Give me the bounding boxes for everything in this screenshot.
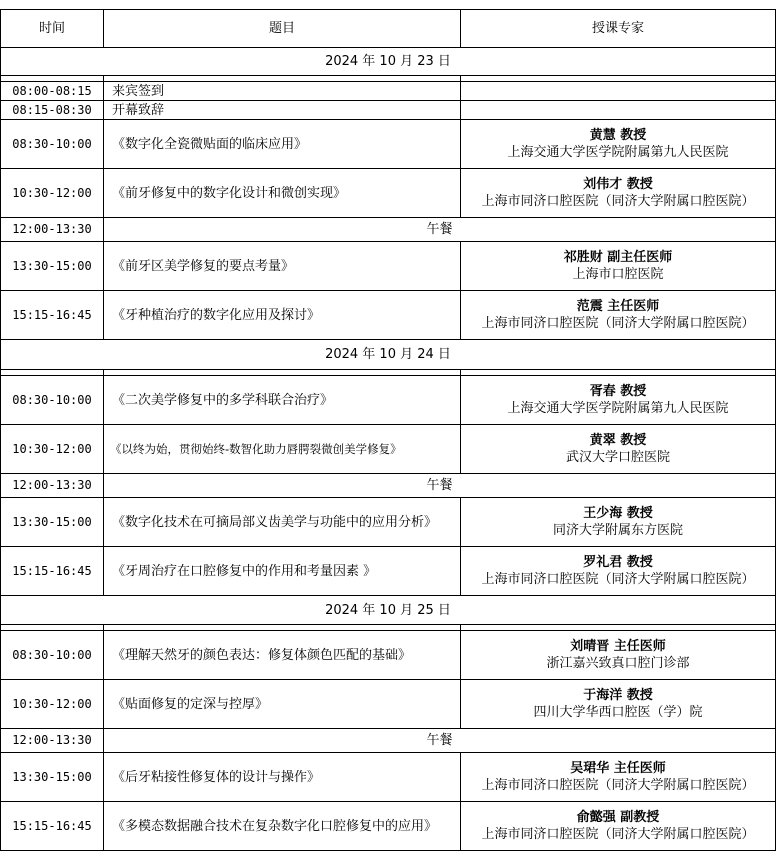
expert-institution: 浙江嘉兴致真口腔门诊部 — [546, 656, 690, 671]
topic-cell: 《贴面修复的定深与控厚》 — [104, 680, 461, 729]
expert-cell — [461, 498, 776, 547]
expert-name: 黄翠 教授 — [589, 433, 647, 448]
time-cell: 08:30-10:00 — [1, 631, 104, 680]
session-row — [1, 82, 776, 101]
expert-cell — [461, 120, 776, 169]
expert-cell — [461, 802, 776, 851]
time-cell: 13:30-15:00 — [1, 753, 104, 802]
expert-institution: 上海市同济口腔医院（同济大学附属口腔医院） — [481, 827, 755, 842]
expert-cell — [461, 376, 776, 425]
topic-cell: 《二次美学修复中的多学科联合治疗》 — [104, 376, 461, 425]
session-row — [1, 547, 776, 596]
time-cell: 12:00-13:30 — [1, 218, 104, 242]
expert-institution: 上海交通大学医学院附属第九人民医院 — [507, 145, 729, 160]
topic-cell: 来宾签到 — [104, 82, 461, 101]
expert-institution: 上海市同济口腔医院（同济大学附属口腔医院） — [481, 194, 755, 209]
topic-cell: 《后牙粘接性修复体的设计与操作》 — [104, 753, 461, 802]
lunch-cell: 午餐 — [104, 729, 776, 753]
time-cell: 12:00-13:30 — [1, 729, 104, 753]
expert-name: 王少海 教授 — [583, 506, 653, 521]
expert-cell — [461, 169, 776, 218]
expert-name: 罗礼君 教授 — [583, 555, 653, 570]
lunch-cell: 午餐 — [104, 474, 776, 498]
session-row — [1, 631, 776, 680]
expert-name: 祁胜财 副主任医师 — [563, 250, 673, 265]
expert-institution: 上海市同济口腔医院（同济大学附属口腔医院） — [481, 778, 755, 793]
time-cell: 08:00-08:15 — [1, 82, 104, 101]
time-cell: 08:30-10:00 — [1, 376, 104, 425]
schedule-body — [1, 10, 776, 851]
expert-institution: 上海交通大学医学院附属第九人民医院 — [507, 401, 729, 416]
expert-cell — [461, 547, 776, 596]
date-cell: 2024 年 10 月 24 日 — [1, 340, 776, 370]
date-cell: 2024 年 10 月 23 日 — [1, 48, 776, 76]
topic-cell: 《数字化技术在可摘局部义齿美学与功能中的应用分析》 — [104, 498, 461, 547]
expert-name: 黄慧 教授 — [589, 128, 647, 143]
time-cell: 13:30-15:00 — [1, 242, 104, 291]
time-cell: 08:30-10:00 — [1, 120, 104, 169]
expert-name: 刘晴晋 主任医师 — [570, 639, 666, 654]
expert-institution: 四川大学华西口腔医（学）院 — [533, 705, 703, 720]
session-row — [1, 169, 776, 218]
expert-cell — [461, 425, 776, 474]
expert-cell — [461, 680, 776, 729]
session-row — [1, 242, 776, 291]
time-cell: 15:15-16:45 — [1, 802, 104, 851]
expert-name: 胥春 教授 — [589, 384, 647, 399]
expert-name: 于海洋 教授 — [583, 688, 653, 703]
date-row — [1, 596, 776, 625]
schedule-table — [0, 9, 776, 851]
session-row — [1, 680, 776, 729]
topic-cell: 《牙种植治疗的数字化应用及探讨》 — [104, 291, 461, 340]
time-cell: 15:15-16:45 — [1, 547, 104, 596]
topic-cell: 开幕致辞 — [104, 101, 461, 120]
lunch-cell: 午餐 — [104, 218, 776, 242]
expert-cell — [461, 101, 776, 120]
time-cell: 10:30-12:00 — [1, 680, 104, 729]
topic-cell: 《牙周治疗在口腔修复中的作用和考量因素 》 — [104, 547, 461, 596]
topic-cell: 《前牙区美学修复的要点考量》 — [104, 242, 461, 291]
expert-name: 刘伟才 教授 — [583, 177, 653, 192]
topic-cell: 《数字化全瓷微贴面的临床应用》 — [104, 120, 461, 169]
session-row — [1, 101, 776, 120]
time-cell: 08:15-08:30 — [1, 101, 104, 120]
expert-name: 吴珺华 主任医师 — [570, 761, 666, 776]
expert-cell — [461, 82, 776, 101]
header-expert: 授课专家 — [461, 10, 776, 48]
session-row — [1, 753, 776, 802]
expert-cell — [461, 631, 776, 680]
time-cell: 13:30-15:00 — [1, 498, 104, 547]
date-row — [1, 340, 776, 370]
expert-institution: 同济大学附属东方医院 — [552, 523, 683, 538]
time-cell: 10:30-12:00 — [1, 425, 104, 474]
time-cell: 10:30-12:00 — [1, 169, 104, 218]
lunch-row — [1, 729, 776, 753]
date-row — [1, 48, 776, 76]
header-topic: 题目 — [104, 10, 461, 48]
time-cell: 15:15-16:45 — [1, 291, 104, 340]
expert-institution: 武汉大学口腔医院 — [565, 450, 670, 465]
topic-cell: 《以终为始，贯彻始终-数智化助力唇腭裂微创美学修复》 — [104, 425, 461, 474]
session-row — [1, 291, 776, 340]
session-row — [1, 425, 776, 474]
session-row — [1, 802, 776, 851]
session-row — [1, 498, 776, 547]
session-row — [1, 120, 776, 169]
session-row — [1, 376, 776, 425]
expert-name: 范震 主任医师 — [576, 299, 660, 314]
expert-institution: 上海市同济口腔医院（同济大学附属口腔医院） — [481, 316, 755, 331]
expert-name: 俞懿强 副教授 — [576, 810, 660, 825]
expert-cell — [461, 291, 776, 340]
lunch-row — [1, 474, 776, 498]
topic-cell: 《前牙修复中的数字化设计和微创实现》 — [104, 169, 461, 218]
header-time: 时间 — [1, 10, 104, 48]
lunch-row — [1, 218, 776, 242]
expert-cell — [461, 242, 776, 291]
topic-cell: 《多模态数据融合技术在复杂数字化口腔修复中的应用》 — [104, 802, 461, 851]
topic-cell: 《理解天然牙的颜色表达：修复体颜色匹配的基础》 — [104, 631, 461, 680]
expert-institution: 上海市口腔医院 — [572, 267, 664, 282]
time-cell: 12:00-13:30 — [1, 474, 104, 498]
header-row — [1, 10, 776, 48]
date-cell: 2024 年 10 月 25 日 — [1, 596, 776, 625]
expert-cell — [461, 753, 776, 802]
expert-institution: 上海市同济口腔医院（同济大学附属口腔医院） — [481, 572, 755, 587]
